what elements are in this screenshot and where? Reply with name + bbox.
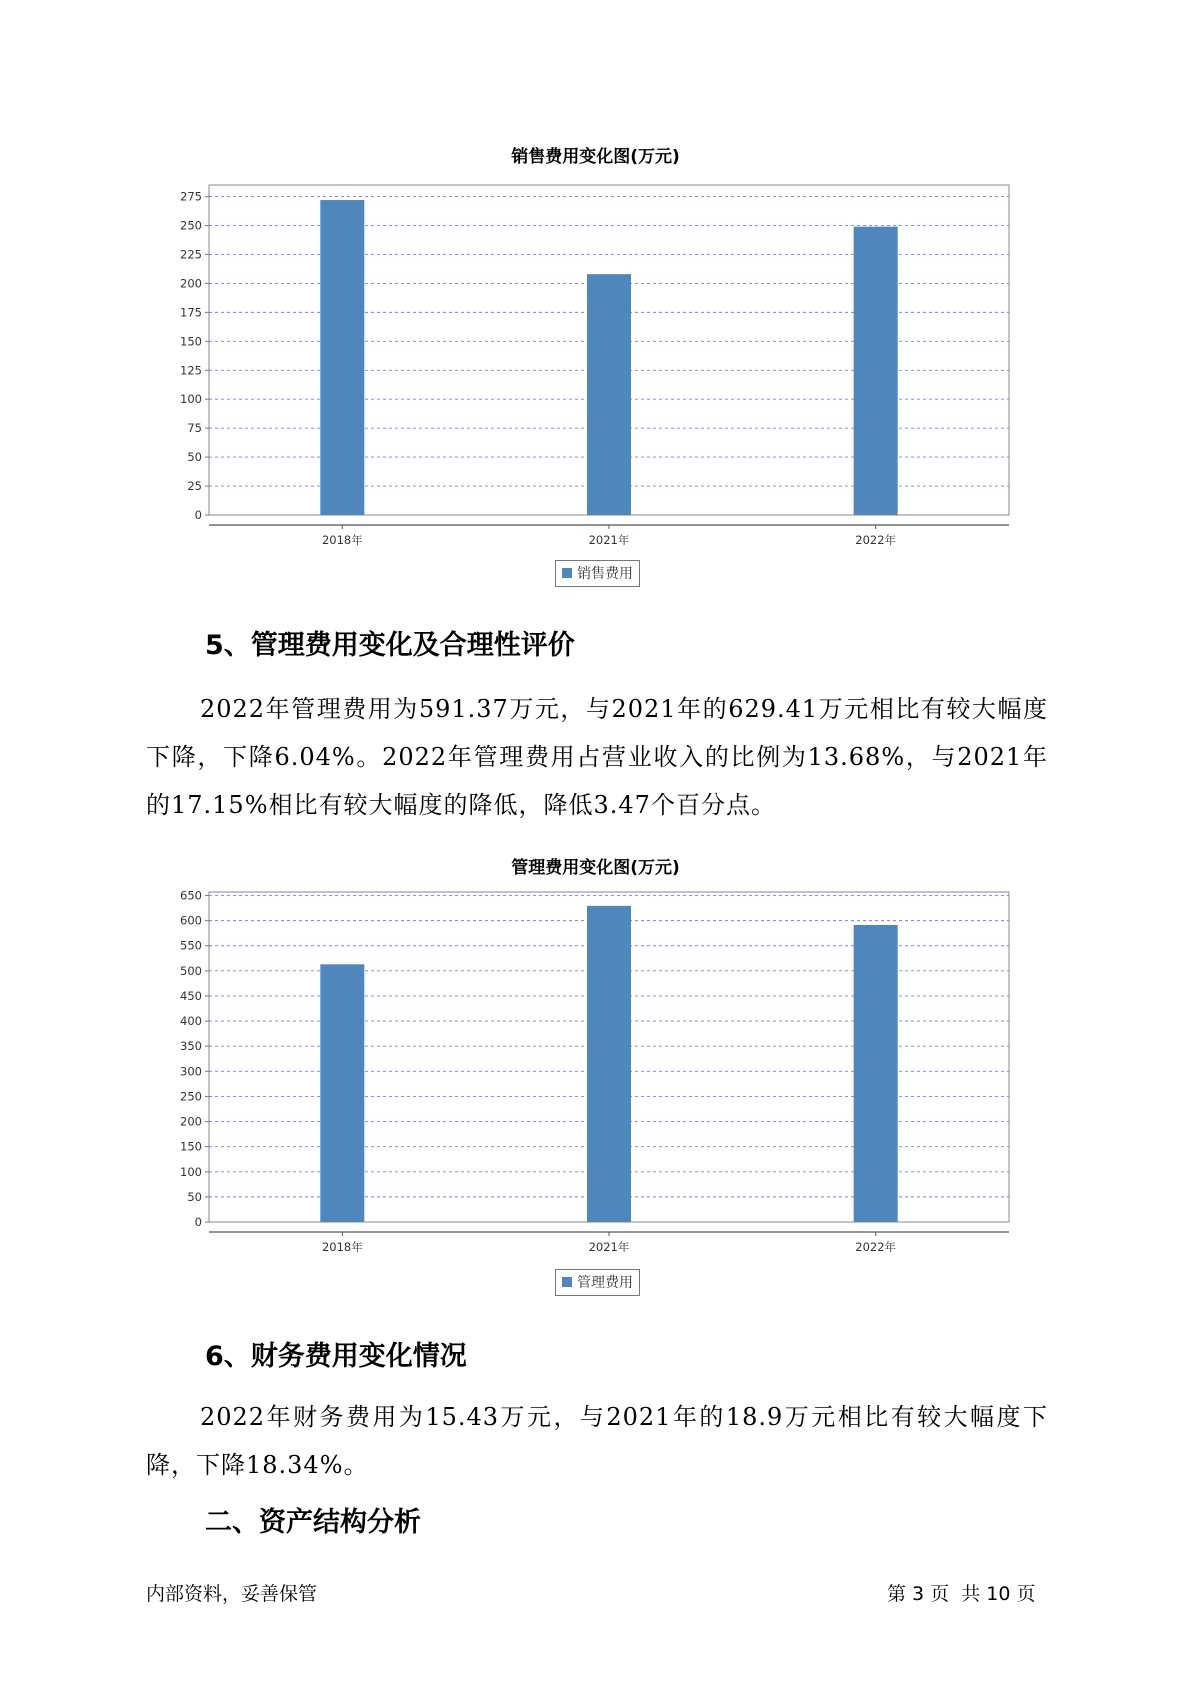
y-tick-label: 75 <box>187 421 202 436</box>
y-tick-label: 450 <box>180 988 202 1003</box>
y-tick-label: 400 <box>180 1014 202 1029</box>
section-6-paragraph: 2022年财务费用为15.43万元，与2021年的18.9万元相比有较大幅度下降，下降18.34%。 <box>146 1403 1048 1479</box>
y-tick-label: 650 <box>180 888 202 903</box>
y-tick-label: 600 <box>180 913 202 928</box>
x-tick-label: 2018年 <box>321 533 363 547</box>
x-tick-label: 2021年 <box>588 1240 630 1254</box>
footer-page-number: 第 3 页 共 10 页 <box>887 1583 1036 1605</box>
bar <box>587 906 631 1222</box>
y-tick-label: 200 <box>180 1114 202 1129</box>
y-tick-label: 50 <box>187 1189 202 1204</box>
y-tick-label: 300 <box>180 1064 202 1079</box>
legend-swatch <box>562 1277 572 1287</box>
legend-swatch <box>562 568 572 578</box>
y-tick-label: 0 <box>194 1215 202 1229</box>
legend-label: 销售费用 <box>577 566 633 582</box>
x-tick-label: 2018年 <box>321 1240 363 1254</box>
y-tick-label: 100 <box>180 392 202 407</box>
y-tick-label: 250 <box>180 218 202 233</box>
y-tick-label: 50 <box>187 450 202 465</box>
sales-chart-legend <box>555 560 640 587</box>
y-tick-label: 225 <box>180 247 202 262</box>
legend-label: 管理费用 <box>577 1275 633 1291</box>
section-5-paragraph: 2022年管理费用为591.37万元，与2021年的629.41万元相比有较大幅度下降，下降6.04%。2022年管理费用占营业收入的比例为13.68%，与2021年的17.15%相比有较大幅度的降低，降低3.47个百分点。 <box>146 695 1048 819</box>
sales-expense-chart <box>0 170 1191 550</box>
section-2-heading: 二、资产结构分析 <box>205 1507 421 1538</box>
x-tick-label: 2021年 <box>588 533 630 547</box>
y-tick-label: 150 <box>180 1139 202 1154</box>
y-tick-label: 500 <box>180 963 202 978</box>
y-tick-label: 150 <box>180 334 202 349</box>
y-tick-label: 350 <box>180 1039 202 1054</box>
y-tick-label: 175 <box>180 305 202 320</box>
admin-chart-legend <box>555 1269 640 1296</box>
x-tick-label: 2022年 <box>855 1240 897 1254</box>
admin-chart-title: 管理费用变化图(万元) <box>511 858 680 878</box>
y-tick-label: 550 <box>180 938 202 953</box>
bar <box>854 925 898 1222</box>
admin-expense-chart <box>0 880 1191 1255</box>
footer-confidential-note: 内部资料，妥善保管 <box>146 1583 318 1605</box>
y-tick-label: 25 <box>187 479 202 494</box>
x-tick-label: 2022年 <box>855 533 897 547</box>
bar <box>320 200 364 515</box>
section-6-heading: 6、财务费用变化情况 <box>205 1341 467 1372</box>
y-tick-label: 250 <box>180 1089 202 1104</box>
bar <box>854 227 898 515</box>
sales-chart-title: 销售费用变化图(万元) <box>511 147 680 167</box>
y-tick-label: 100 <box>180 1164 202 1179</box>
bar <box>587 274 631 515</box>
y-tick-label: 125 <box>180 363 202 378</box>
bar <box>320 964 364 1222</box>
y-tick-label: 200 <box>180 276 202 291</box>
y-tick-label: 275 <box>180 189 202 204</box>
y-tick-label: 0 <box>194 508 202 522</box>
section-5-heading: 5、管理费用变化及合理性评价 <box>205 630 575 661</box>
